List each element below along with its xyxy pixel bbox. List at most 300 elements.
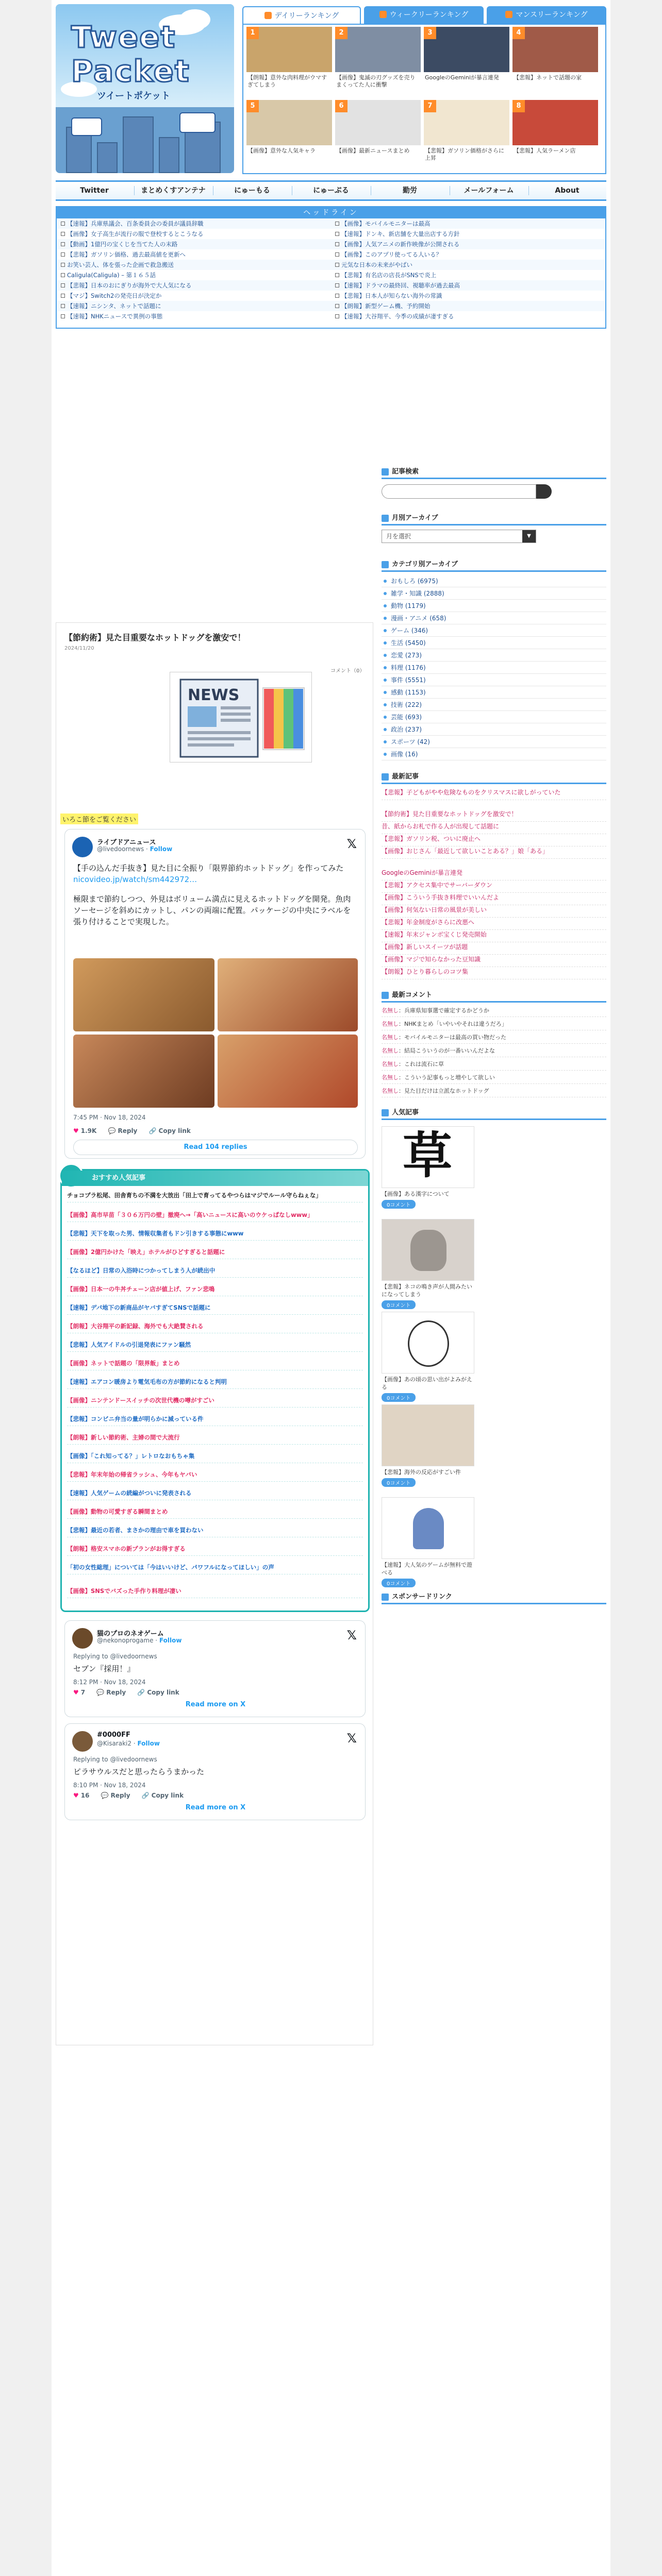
- category-link[interactable]: [382, 699, 606, 711]
- headline-text: 【悲報】有名店の店長がSNSで炎上: [341, 272, 437, 279]
- nav-numoru[interactable]: にゅーもる: [234, 187, 270, 195]
- tweet-text: 極限まで節約しつつ、外見はボリューム満点に見えるホットドッグを開発。魚肉ソーセージを斜めにカットし、パンの両端に配置。パッケージの中央にラベルを張り付けることで実現した。: [73, 894, 351, 926]
- speech-bubble-icon: [71, 117, 102, 136]
- headline-link[interactable]: [61, 311, 329, 321]
- ranking-caption: 【画像】最新ニュースまとめ: [336, 147, 410, 154]
- sidebar-heading-sponsor: [382, 1591, 606, 1604]
- crown-icon: [379, 11, 387, 18]
- bullet-icon: [384, 666, 387, 669]
- heading-text: 最新コメント: [392, 991, 433, 999]
- ranking-caption: 【悲報】ガソリン価格がさらに上昇: [425, 147, 504, 161]
- heading-text: 記事検索: [392, 468, 419, 476]
- like-count: 16: [80, 1792, 90, 1799]
- sidebar-heading-archive: [382, 512, 606, 526]
- headline-link[interactable]: [335, 239, 603, 249]
- heading-icon: [382, 468, 389, 476]
- recommended-link[interactable]: 「初の女性総理」については「今はいいけど、パワフルになってほしい」の声: [67, 1563, 363, 1574]
- headline-link[interactable]: [61, 260, 329, 270]
- tweet-reply-to[interactable]: Replying to @livedoornews: [73, 1653, 157, 1660]
- rank-number: 2: [335, 27, 347, 39]
- recommended-link[interactable]: 【画像】日本一の牛丼チェーン店が値上げ、ファン悲鳴: [67, 1285, 363, 1296]
- category-label: 生活 (5450): [391, 639, 426, 647]
- like-count: 7: [80, 1689, 86, 1696]
- link-icon[interactable]: 🔗: [141, 1792, 150, 1799]
- tweet-text: セブン『採用！』: [73, 1664, 135, 1673]
- content-wrapper: [52, 0, 610, 2576]
- tweet-photo[interactable]: [218, 1035, 358, 1108]
- ranking-thumbnail: [424, 27, 509, 72]
- article-date: 2024/11/20: [64, 646, 94, 651]
- recommended-link[interactable]: 【なるほど】日常の入浴時につかってしまう人が続出中: [67, 1266, 363, 1278]
- headline-text: 【画像】モバイルモニターは最高: [341, 220, 431, 227]
- popular-title: 【画像】あの頃の思い出がよみがえる: [382, 1376, 472, 1391]
- speech-bubble-icon: [179, 112, 216, 133]
- x-logo-icon[interactable]: 𝕏: [346, 1731, 357, 1745]
- ranking-thumbnail: [424, 100, 509, 145]
- cat-icon: [410, 1230, 446, 1271]
- checkbox-icon: [61, 304, 65, 308]
- headline-link[interactable]: [335, 270, 603, 280]
- rank-number: 5: [246, 100, 259, 112]
- bullet-icon: [384, 691, 387, 694]
- heading-text: 人気記事: [392, 1109, 419, 1116]
- tweet-timestamp[interactable]: 8:12 PM · Nov 18, 2024: [73, 1679, 146, 1686]
- character-icon: [408, 1320, 449, 1367]
- sidebar-heading-category: [382, 558, 606, 572]
- nav-kinrou[interactable]: 勤労: [403, 187, 417, 195]
- ranking-thumbnail: [246, 27, 332, 72]
- popular-article[interactable]: [382, 1404, 474, 1487]
- tab-label: マンスリーランキング: [516, 11, 588, 19]
- new-post-link[interactable]: 【画像】おじさん「最近して欲しいことある？」娘「ある」: [382, 847, 606, 859]
- category-link[interactable]: [382, 587, 606, 600]
- tweet-handle-line: @Kisaraki2 · Follow: [97, 1740, 160, 1747]
- site-logo[interactable]: [56, 4, 234, 173]
- headline-link[interactable]: [335, 280, 603, 291]
- category-label: スポーツ (42): [391, 738, 430, 745]
- tweet-author-name[interactable]: #0000FF: [97, 1731, 130, 1739]
- checkbox-icon: [61, 294, 65, 298]
- copy-link-button[interactable]: Copy link: [147, 1689, 179, 1696]
- follow-button[interactable]: Follow: [150, 845, 173, 853]
- follow-button[interactable]: Follow: [137, 1740, 160, 1747]
- ranking-item[interactable]: [424, 100, 509, 171]
- checkbox-icon: [61, 222, 65, 226]
- embedded-tweet: [64, 1620, 366, 1717]
- ranking-item[interactable]: [246, 27, 332, 98]
- reply-icon[interactable]: 💬: [101, 1792, 109, 1799]
- category-link[interactable]: [382, 674, 606, 686]
- recommended-link[interactable]: 【悲報】年末年始の帰省ラッシュ、今年もヤバい: [67, 1470, 363, 1482]
- bullet-icon: [384, 604, 387, 607]
- bullet-icon: [384, 592, 387, 595]
- tab-weekly-ranking[interactable]: [364, 6, 484, 24]
- headline-link[interactable]: [61, 291, 329, 301]
- category-link[interactable]: [382, 575, 606, 587]
- tweet-author-name[interactable]: 猫のプロのネオゲーム: [97, 1630, 164, 1638]
- rank-number: 4: [512, 27, 525, 39]
- recommended-title: おすすめ人気記事: [62, 1171, 368, 1186]
- logo-town: [56, 107, 234, 173]
- recent-comment[interactable]: 名無し：結局こういうのが一番いいんだよな: [382, 1047, 606, 1057]
- recommended-link[interactable]: 【速報】人気ゲームの続編がついに発表される: [67, 1489, 363, 1500]
- category-link[interactable]: [382, 686, 606, 699]
- popular-article[interactable]: [382, 1312, 474, 1402]
- reply-button[interactable]: Reply: [118, 1127, 138, 1134]
- category-label: ゲーム (346): [391, 627, 428, 634]
- new-post-link[interactable]: 昔、紙からお札で作る人が出現して話題に: [382, 822, 606, 834]
- embedded-tweet: [64, 829, 366, 1159]
- recommended-articles: [60, 1169, 370, 1612]
- article-eyecatch: [170, 672, 312, 762]
- nav-twitter[interactable]: Twitter: [80, 187, 109, 195]
- headline-text: 【速報】ドンキ、新店舗を大量出店する方針: [341, 230, 460, 238]
- x-logo-icon[interactable]: 𝕏: [346, 837, 357, 851]
- comment-text: こういう記事もっと増やして欲しい: [404, 1074, 495, 1081]
- popular-title: 【速報】大人気のゲームが無料で遊べる: [382, 1562, 472, 1576]
- recommended-link[interactable]: 【画像】高市早苗「３０６万円の壁」撤廃へ→「高いニュースに高いのウケっぱなしwww」: [67, 1211, 363, 1222]
- popular-thumbnail: [382, 1497, 474, 1559]
- checkbox-icon: [335, 232, 339, 236]
- tweet-handle[interactable]: @livedoornews: [97, 845, 144, 853]
- ranking-thumbnail: [335, 100, 421, 145]
- headline-text: 【画像】このアプリ使ってる人いる？: [341, 251, 442, 258]
- headline-text: 【速報】ドラマの最終回、視聴率が過去最高: [341, 282, 460, 289]
- recommended-link[interactable]: チョコプラ松尾、田舎育ちの不満を大放出「田上で育ってるやつらはマジでルール守らねぇな」: [67, 1191, 363, 1202]
- ranking-thumbnail: [512, 27, 598, 72]
- nav-mailform[interactable]: メールフォーム: [464, 187, 514, 195]
- recent-comment[interactable]: 名無し：兵庫県知事選で確定するかどうか: [382, 1007, 606, 1017]
- tweet-photo[interactable]: [73, 1035, 214, 1108]
- main-article: [56, 622, 373, 2045]
- link-icon[interactable]: 🔗: [137, 1689, 145, 1696]
- global-nav: [56, 180, 606, 201]
- headline-text: 【動画】1億円の宝くじを当てた人の末路: [67, 241, 178, 248]
- ranking-item[interactable]: [335, 100, 421, 171]
- comment-text: これは流石に草: [404, 1061, 444, 1067]
- category-label: 漫画・アニメ (658): [391, 615, 446, 622]
- new-post-link[interactable]: 【節約術】見た目重要なホットドッグを激安で！: [382, 810, 606, 822]
- copy-link-button[interactable]: Copy link: [151, 1792, 184, 1799]
- ranking-item[interactable]: [246, 100, 332, 171]
- category-link[interactable]: [382, 637, 606, 649]
- popular-article[interactable]: [382, 1219, 474, 1309]
- headline-link[interactable]: [61, 249, 329, 260]
- category-label: 恋愛 (273): [391, 652, 422, 659]
- heart-icon[interactable]: ♥: [73, 1689, 79, 1696]
- comment-author: 名無し: [382, 1034, 399, 1041]
- ranking-thumbnail: [335, 27, 421, 72]
- category-link[interactable]: [382, 723, 606, 736]
- ranking-item[interactable]: [335, 27, 421, 98]
- popular-comment-count: 0コメント: [382, 1478, 416, 1487]
- recommended-link[interactable]: 【速報】エアコン暖房より電気毛布の方が節約になると判明: [67, 1378, 363, 1389]
- checkbox-icon: [335, 294, 339, 298]
- heart-icon[interactable]: ♥: [73, 1792, 79, 1799]
- popular-thumbnail: [382, 1312, 474, 1374]
- link-icon[interactable]: 🔗: [148, 1127, 157, 1134]
- tweet-link[interactable]: nicovideo.jp/watch/sm442972…: [73, 875, 197, 884]
- heart-icon[interactable]: ♥: [73, 1127, 79, 1134]
- recommended-link[interactable]: 【画像】動物の可愛すぎる瞬間まとめ: [67, 1507, 363, 1519]
- article-comment-count[interactable]: コメント（0）: [330, 668, 365, 674]
- comment-text: NHKまとめ「いやいやそれは違うだろ」: [404, 1021, 507, 1027]
- headline-link[interactable]: [61, 301, 329, 311]
- bullet-icon: [384, 703, 387, 706]
- ranking-widget: [242, 6, 606, 174]
- popular-comment-count: 0コメント: [382, 1200, 416, 1209]
- checkbox-icon: [61, 283, 65, 287]
- tweet-actions: [73, 1127, 200, 1134]
- category-label: おもしろ (6975): [391, 578, 438, 585]
- new-post-link[interactable]: 【画像】何気ない日常の風景が美しい: [382, 906, 606, 918]
- recommended-link[interactable]: 【悲報】人気アイドルの引退発表にファン騒然: [67, 1341, 363, 1352]
- category-link[interactable]: [382, 624, 606, 637]
- checkbox-icon: [335, 304, 339, 308]
- tweet-timestamp[interactable]: 8:10 PM · Nov 18, 2024: [73, 1782, 146, 1789]
- category-link[interactable]: [382, 748, 606, 760]
- popular-article[interactable]: [382, 1497, 474, 1587]
- sidebar-heading-search: [382, 466, 606, 479]
- ranking-tabs: [242, 6, 606, 24]
- logo-subtitle: ツイートポケット: [97, 91, 171, 101]
- tweet-text: 【手の込んだ手抜き】見た目に全振り「限界節約ホットドッグ」を作ってみた: [73, 863, 344, 873]
- tweet-handle-line: @livedoornews · Follow: [97, 845, 173, 853]
- headline-text: 【速報】ニシンタ、ネットで話題に: [67, 302, 161, 310]
- comment-author: 名無し: [382, 1061, 399, 1067]
- headline-text: 【マジ】Switch2の発売日が決定か: [67, 292, 162, 299]
- comment-author: 名無し: [382, 1088, 399, 1094]
- category-link[interactable]: [382, 649, 606, 662]
- rank-number: 6: [335, 100, 347, 112]
- headline-link[interactable]: [61, 229, 329, 239]
- checkbox-icon: [61, 314, 65, 318]
- bullet-icon: [384, 641, 387, 645]
- headline-text: 【速報】大谷翔平、今季の成績が凄すぎる: [341, 313, 454, 320]
- headline-link[interactable]: [335, 218, 603, 229]
- checkbox-icon: [335, 263, 339, 267]
- headline-text: 【速報】NHKニュースで異例の事態: [67, 313, 163, 320]
- category-link[interactable]: [382, 600, 606, 612]
- heading-icon: [382, 1109, 389, 1116]
- recommended-link[interactable]: 【画像】2億円かけた「映え」ホテルがひどすぎると話題に: [67, 1248, 363, 1259]
- new-post-link[interactable]: 【悲報】年金制度がさらに改悪へ: [382, 918, 606, 930]
- kanji-image: 草: [403, 1127, 452, 1184]
- reply-button[interactable]: Reply: [110, 1792, 130, 1799]
- headline-text: 【画像】女子高生が流行の服で登校するとこうなる: [67, 230, 204, 238]
- recent-comment[interactable]: 名無し：これは流石に草: [382, 1060, 606, 1071]
- rank-number: 7: [424, 100, 436, 112]
- popular-title: 【悲報】海外の反応がすごい件: [382, 1469, 461, 1476]
- tweet-body: [73, 862, 358, 927]
- recommended-link[interactable]: 【画像】ニンテンドースイッチの次世代機の噂がすごい: [67, 1396, 363, 1408]
- new-post-link[interactable]: 【画像】こういう手抜き料理でいいんだよ: [382, 893, 606, 905]
- category-label: 料理 (1176): [391, 664, 426, 671]
- comment-text: モバイルモニターは最高の買い物だった: [404, 1034, 506, 1041]
- new-post-link[interactable]: 【朗報】ひとり暮らしのコツ集: [382, 968, 606, 979]
- new-post-link[interactable]: GoogleのGeminiが暴言連発: [382, 869, 606, 880]
- heading-icon: [382, 1594, 389, 1601]
- popular-article[interactable]: [382, 1126, 474, 1209]
- tweet-reply-to[interactable]: Replying to @livedoornews: [73, 1756, 157, 1763]
- recommended-link[interactable]: 【速報】デパ地下の新商品がヤバすぎてSNSで話題に: [67, 1303, 363, 1315]
- recommended-link[interactable]: 【画像】「これ知ってる？」レトロなおもちゃ集: [67, 1452, 363, 1463]
- headline-text: 【画像】人気アニメの新作映像が公開される: [341, 241, 460, 248]
- headline-link[interactable]: [335, 249, 603, 260]
- heading-icon: [382, 992, 389, 999]
- headline-link[interactable]: [335, 311, 603, 321]
- bullet-icon: [384, 753, 387, 756]
- recent-comment[interactable]: 名無し：モバイルモニターは最高の買い物だった: [382, 1033, 606, 1044]
- bullet-icon: [384, 654, 387, 657]
- headline-text: 【悲報】ガソリン価格、過去最高値を更新へ: [67, 251, 186, 258]
- headline-link[interactable]: [335, 291, 603, 301]
- nav-antenna[interactable]: まとめくすアンテナ: [141, 187, 206, 195]
- tweet-photo[interactable]: [218, 958, 358, 1031]
- checkbox-icon: [335, 283, 339, 287]
- heading-icon: [382, 561, 389, 568]
- site-header: [52, 0, 610, 175]
- recent-comment[interactable]: 名無し：NHKまとめ「いやいやそれは違うだろ」: [382, 1020, 606, 1030]
- checkbox-icon: [61, 273, 65, 277]
- popular-comment-count: 0コメント: [382, 1300, 416, 1309]
- ranking-caption: GoogleのGeminiが暴言連発: [425, 74, 499, 81]
- headline-link[interactable]: [61, 270, 329, 280]
- new-post-link[interactable]: 【悲報】ガソリン税、ついに廃止へ: [382, 835, 606, 846]
- checkbox-icon: [61, 232, 65, 236]
- headline-text: 【速報】兵庫県議会、百条委員会の委員が議員辞職: [67, 220, 204, 227]
- headline-link[interactable]: [61, 239, 329, 249]
- recommended-link[interactable]: 【朗報】新しい節約術、主婦の間で大流行: [67, 1433, 363, 1445]
- new-post-link[interactable]: 【画像】マジで知らなかった豆知識: [382, 955, 606, 967]
- recommended-link[interactable]: 【朗報】格安スマホの新プランがお得すぎる: [67, 1545, 363, 1556]
- new-post-link[interactable]: 【速報】年末ジャンボ宝くじ発売開始: [382, 930, 606, 942]
- ranking-item[interactable]: [512, 27, 598, 98]
- headline-link[interactable]: [335, 229, 603, 239]
- recommended-link[interactable]: 【悲報】最近の若者、まさかの理由で車を買わない: [67, 1526, 363, 1537]
- category-link[interactable]: [382, 736, 606, 748]
- new-post-link[interactable]: 【悲報】アクセス集中でサーバーダウン: [382, 881, 606, 893]
- comment-author: 名無し: [382, 1047, 399, 1054]
- building-icon: [97, 142, 118, 173]
- article-title: 【節約術】見た目重要なホットドッグを激安で！: [64, 633, 246, 642]
- headline-text: 元気な日本の未来がやばい: [341, 261, 412, 268]
- ranking-caption: 【画像】鬼滅の刃グッズを売りまくってた人に衝撃: [336, 74, 416, 88]
- recommended-link[interactable]: 【画像】ネットで話題の「限界飯」まとめ: [67, 1359, 363, 1370]
- reply-icon[interactable]: 💬: [108, 1127, 116, 1134]
- bullet-icon: [384, 728, 387, 731]
- headline-link[interactable]: [335, 260, 603, 270]
- headline-link[interactable]: [61, 280, 329, 291]
- category-label: 事件 (5551): [391, 676, 426, 684]
- sidebar-heading-new: [382, 771, 606, 784]
- tweet-photo[interactable]: [73, 958, 214, 1031]
- archive-select[interactable]: [382, 530, 536, 543]
- heading-text: カテゴリ別アーカイブ: [392, 561, 458, 568]
- reply-button[interactable]: Reply: [106, 1689, 126, 1696]
- comment-author: 名無し: [382, 1007, 399, 1014]
- category-link[interactable]: [382, 662, 606, 674]
- building-icon: [159, 137, 179, 173]
- recommended-link[interactable]: 【朗報】大谷翔平の新記録、海外でも大絶賛される: [67, 1322, 363, 1333]
- tab-label: デイリーランキング: [274, 12, 339, 20]
- category-label: 感動 (1153): [391, 689, 426, 696]
- headline-link[interactable]: [61, 218, 329, 229]
- follow-button[interactable]: Follow: [159, 1637, 182, 1644]
- ranking-item[interactable]: [424, 27, 509, 98]
- recommended-link[interactable]: 【悲報】天下を取った男、情報収集者もドン引きする事態にwww: [67, 1229, 363, 1241]
- popular-thumbnail: [382, 1126, 474, 1188]
- tweet-timestamp[interactable]: 7:45 PM · Nov 18, 2024: [73, 1114, 146, 1121]
- recent-comment[interactable]: 名無し：見た目だけは立派なホットドッグ: [382, 1087, 606, 1097]
- headline-link[interactable]: [335, 301, 603, 311]
- search-input[interactable]: [382, 484, 536, 499]
- ranking-caption: 【悲報】ネットで話題の家: [514, 74, 582, 81]
- nav-about[interactable]: About: [555, 187, 580, 195]
- tab-monthly-ranking[interactable]: [487, 6, 606, 24]
- popular-title: 【画像】ある漢字について: [382, 1191, 450, 1197]
- sidebar-heading-comments: [382, 989, 606, 1003]
- building-icon: [123, 116, 154, 173]
- new-post-link[interactable]: 【画像】新しいスイーツが話題: [382, 943, 606, 955]
- recommended-link[interactable]: 【悲報】コンビニ弁当の量が明らかに減っている件: [67, 1415, 363, 1426]
- svg-text:NEWS: NEWS: [188, 686, 240, 704]
- headline-text: 【朗報】新型ゲーム機、予約開始: [341, 302, 431, 310]
- read-more-button[interactable]: Read more on X: [185, 1804, 246, 1811]
- read-replies-button[interactable]: Read 104 replies: [73, 1140, 358, 1155]
- new-post-link[interactable]: 【悲報】子どもがやや危険なものをクリスマスに欲しがっていた: [382, 788, 606, 800]
- checkbox-icon: [335, 314, 339, 318]
- heading-text: 月別アーカイブ: [392, 514, 438, 522]
- ranking-caption: 【画像】意外な人気キャラ: [247, 147, 316, 154]
- character-icon: [413, 1508, 444, 1549]
- bullet-icon: [384, 740, 387, 743]
- x-logo-icon[interactable]: 𝕏: [346, 1628, 357, 1642]
- ranking-caption: 【悲報】人気ラーメン店: [514, 147, 576, 154]
- category-link[interactable]: [382, 612, 606, 624]
- category-label: 政治 (237): [391, 726, 422, 733]
- category-link[interactable]: [382, 711, 606, 723]
- tweet-handle[interactable]: @nekonoprogame: [97, 1637, 154, 1644]
- tweet-author-name[interactable]: ライブドアニュース: [97, 839, 156, 846]
- search-icon[interactable]: [536, 484, 552, 499]
- recommended-link[interactable]: 【画像】SNSでバズった手作り料理が凄い: [67, 1587, 363, 1598]
- headline-text: 【悲報】日本人が知らない海外の常識: [341, 292, 442, 299]
- nav-nupuru[interactable]: にゅーぷる: [313, 187, 349, 195]
- heading-text: 最新記事: [392, 773, 419, 781]
- ranking-item[interactable]: [512, 100, 598, 171]
- popular-title: 【悲報】ネコの鳴き声が人間みたいになってしまう: [382, 1283, 472, 1298]
- comment-author: 名無し: [382, 1021, 399, 1027]
- read-more-button[interactable]: Read more on X: [185, 1701, 246, 1708]
- popular-thumbnail: [382, 1404, 474, 1466]
- recent-comment[interactable]: 名無し：こういう記事もっと増やして欲しい: [382, 1074, 606, 1084]
- category-label: 画像 (16): [391, 751, 418, 758]
- copy-link-button[interactable]: Copy link: [158, 1127, 191, 1134]
- tweet-actions: [73, 1689, 189, 1696]
- tab-daily-ranking[interactable]: [242, 6, 361, 24]
- ranking-thumbnail: [512, 100, 598, 145]
- reply-icon[interactable]: 💬: [96, 1689, 105, 1696]
- bullet-icon: [384, 617, 387, 620]
- comment-author: 名無し: [382, 1074, 399, 1081]
- checkbox-icon: [335, 252, 339, 257]
- popular-comment-count: 0コメント: [382, 1579, 416, 1587]
- headline-box: [56, 206, 606, 329]
- comment-text: 兵庫県知事選で確定するかどうか: [404, 1007, 489, 1014]
- tweet-handle[interactable]: @Kisaraki2: [97, 1740, 132, 1747]
- crown-icon: [505, 11, 512, 18]
